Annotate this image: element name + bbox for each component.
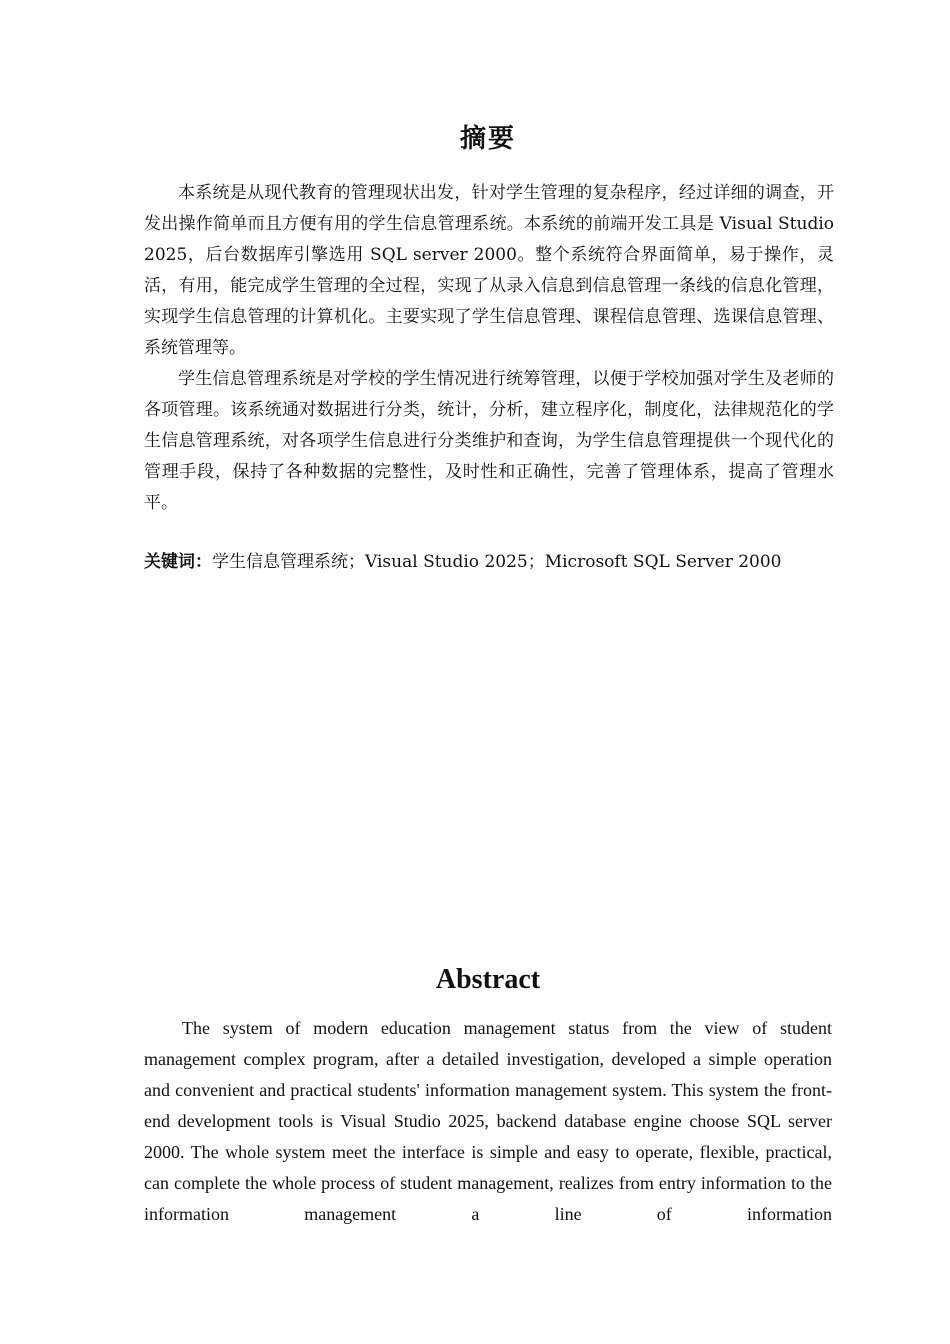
abstract-cn-body (144, 178, 834, 519)
keywords-line (144, 547, 844, 578)
keywords-label: 关键词 (144, 552, 195, 572)
abstract-cn-title: 摘要 (459, 124, 516, 154)
keywords-separator: ： (195, 552, 212, 572)
abstract-en-title: Abstract (435, 964, 541, 995)
abstract-cn-paragraph-1: 本系统是从现代教育的管理现状出发，针对学生管理的复杂程序，经过详细的调查，开发出操作简单而且方便有用的学生信息管理系统。本系统的前端开发工具是 Visual Studio 2025，后台数据库引擎选用 SQL server 2000。整个系统符合界面简单，易于操作，灵活，有用，能完成学生管理的全过程，实现了从录入信息到信息管理一条线的信息化管理，实现学生信息管理的计算机化。主要实现了学生信息管理、课程信息管理、选课信息管理、系统管理等。 (144, 183, 834, 358)
abstract-cn-paragraph-2: 学生信息管理系统是对学校的学生情况进行统筹管理，以便于学校加强对学生及老师的各项管理。该系统通对数据进行分类，统计，分析，建立程序化，制度化，法律规范化的学生信息管理系统，对各项学生信息进行分类维护和查询，为学生信息管理提供一个现代化的管理手段，保持了各种数据的完整性，及时性和正确性，完善了管理体系，提高了管理水平。 (144, 369, 834, 513)
abstract-en-paragraph: The system of modern education management status from the view of student management complex program, after a detailed investigation, developed a simple operation and convenient and practical students' information management system. This system the front-end development tools is Visual Studio 2025, backend database engine choose SQL server 2000. The whole system meet the interface is simple and easy to operate, flexible, practical, can complete the whole process of student management, realizes from entry information to the information management a line of information (144, 1018, 832, 1224)
keywords-value: 学生信息管理系统；Visual Studio 2025；Microsoft SQL Server 2000 (212, 552, 782, 572)
abstract-en-body (144, 1013, 832, 1230)
